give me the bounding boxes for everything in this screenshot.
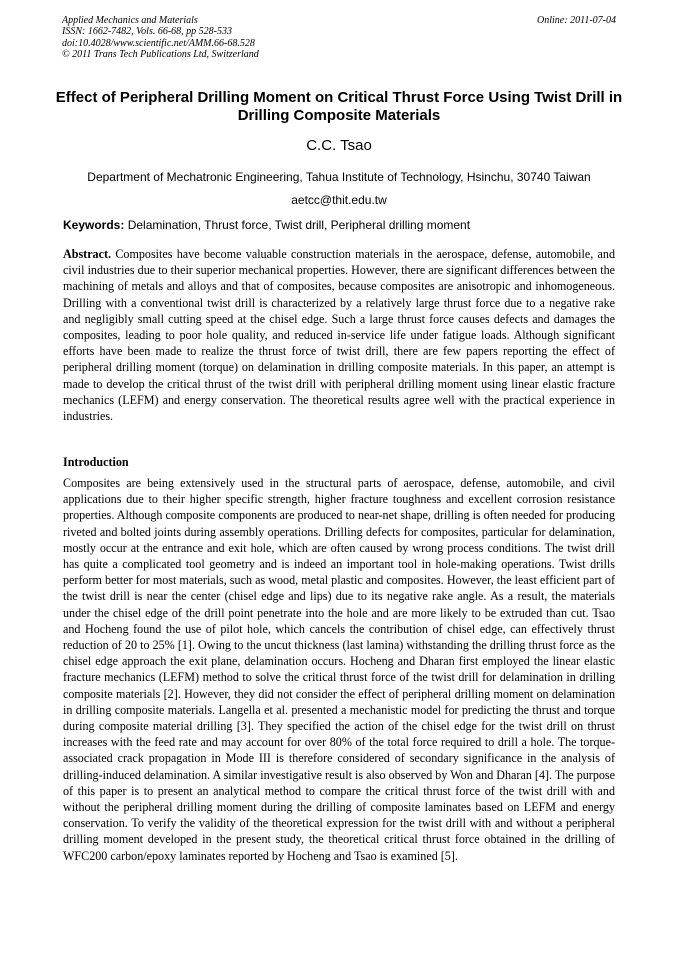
doi-line[interactable]: doi:10.4028/www.scientific.net/AMM.66-68.528 [62, 37, 255, 49]
issn-line: ISSN: 1662-7482, Vols. 66-68, pp 528-533 [62, 26, 232, 38]
journal-name: Applied Mechanics and Materials [62, 15, 198, 26]
keywords-label: Keywords: [63, 218, 125, 232]
journal-header [62, 15, 259, 60]
keywords-text: Delamination, Thrust force, Twist drill, Peripheral drilling moment [124, 218, 471, 232]
author-name: C.C. Tsao [306, 137, 372, 154]
keywords-line [63, 218, 623, 233]
introduction-heading: Introduction [63, 455, 129, 469]
author-affiliation: Department of Mechatronic Engineering, Tahua Institute of Technology, Hsinchu, 30740 Taiwan [87, 170, 591, 184]
abstract-paragraph [63, 246, 615, 424]
abstract-text: Composites have become valuable construction materials in the aerospace, defense, automobile, and civil industries due to their superior mechanical properties. However, there are significant differences between the machining of metals and alloys and that of composites, because composites are anisotropic and inhomogeneous. Drilling with a conventional twist drill is characterized by a relatively large thrust force due to a negative rake and negligibly small cutting speed at the chisel edge. Such a large thrust force causes defects and damages the composites, leading to poor hole quality, and reduced in-service life under fatigue loads. Although significant efforts have been made to realize the thrust force of twist drill, there are few papers reporting the effect of peripheral drilling moment (torque) on delamination in drilling composite materials. In this paper, an attempt is made to develop the critical thrust of the twist drill with peripheral drilling moment using linear elastic fracture mechanics (LEFM) and energy conservation. The theoretical results agree well with the practical experience in industries. [63, 247, 615, 424]
copyright-line: © 2011 Trans Tech Publications Ltd, Switzerland [62, 48, 259, 60]
online-date: Online: 2011-07-04 [537, 15, 616, 26]
abstract-label: Abstract. [63, 247, 112, 261]
author-email[interactable]: aetcc@thit.edu.tw [291, 193, 387, 207]
introduction-paragraph: Composites are being extensively used in the structural parts of aerospace, defense, automobile, and civil applications due to their higher specific strength, higher fracture toughness and excellent corrosion resistance properties. Although composite components are produced to near-net shape, drilling is often needed for producing riveted and bolted joints during assembly operations. Drilling defects for composites, particular for delamination, mostly occur at the entrance and exit hole, which are often caused by wrong process conditions. The twist drill has quite a complicated tool geometry and is indeed an important tool in hole-making operations. Twist drills perform better for most materials, such as wood, metal plastic and composites. However, the least efficient part of the twist drill is near the center (chisel edge and lips) due to its negative rake angle. As a result, the materials under the chisel edge of the drill point penetrate into the hole and are more likely to be extruded than cut. Tsao and Hocheng found the use of pilot hole, which cancels the contribution of chisel edge, can effectively thrust reduction of 20 to 25% [1]. Owing to the uncut thickness (last lamina) withstanding the drilling thrust force as the chisel edge approach the exit plane, delamination occurs. Hocheng and Dharan first employed the linear elastic fracture mechanics (LEFM) method to solve the critical thrust force of the twist drill for delamination in drilling composite materials [2]. However, they did not consider the effect of peripheral drilling moment on delamination in drilling composite materials. Langella et al. presented a mechanistic model for predicting the thrust and torque during composite material drilling [3]. They specified the action of the chisel edge for the twist drill on thrust increases with the feed rate and may account for over 80% of the total force required to drill a hole. The torque-associated crack propagation in Mode III is therefore considered of secondary significance in the analysis of drilling-induced delamination. A similar investigative result is also observed by Won and Dharan [4]. The purpose of this paper is to present an analytical method to compare the critical thrust force of the twist drill with and without the peripheral drilling moment during the drilling of composite laminates based on LEFM and energy conservation. To verify the validity of the theoretical expression for the twist drill with and without a peripheral drilling moment developed in the present study, the theoretical critical thrust force obtained in the drilling of WFC200 carbon/epoxy laminates reported by Hocheng and Tsao is examined [5]. [63, 476, 615, 863]
paper-title: Effect of Peripheral Drilling Moment on Critical Thrust Force Using Twist Drill in Drilling Composite Materials [55, 89, 623, 124]
